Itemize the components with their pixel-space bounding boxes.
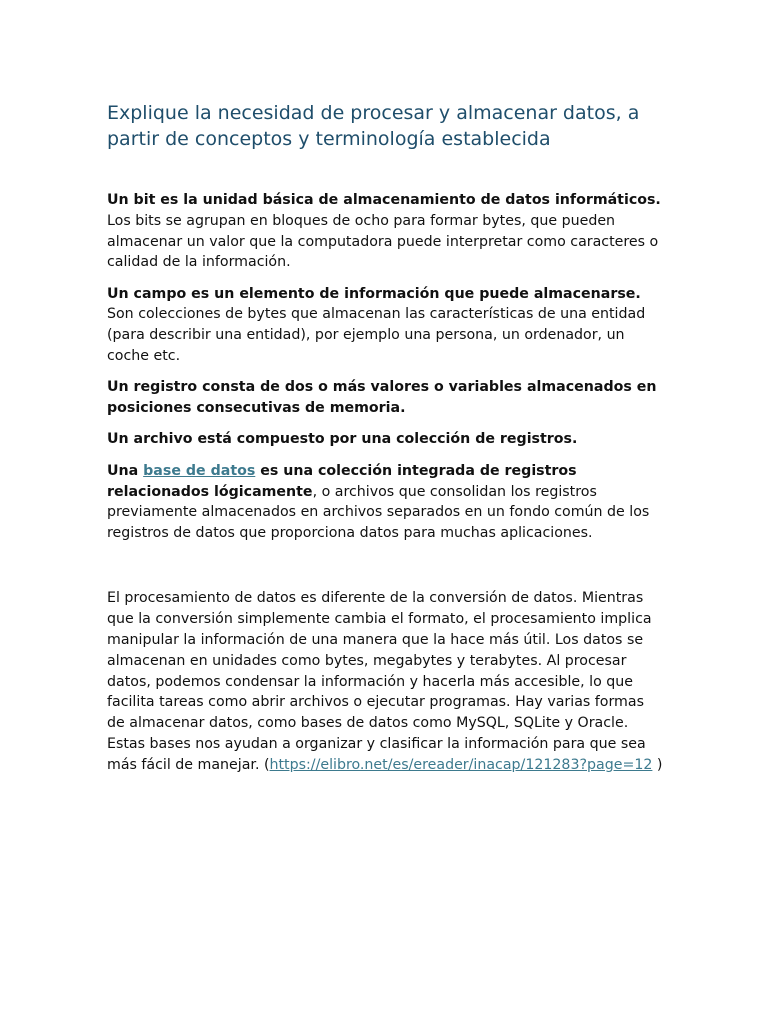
- paragraph-base-de-datos: [107, 461, 663, 544]
- paragraph-campo-text: Son colecciones de bytes que almacenan las características de una entidad (para describir una entidad), por ejemplo una persona, un ordenador, un coche etc.: [107, 306, 646, 365]
- elibro-source-link[interactable]: https://elibro.net/es/ereader/inacap/121283?page=12: [269, 756, 653, 773]
- paragraph-archivo-bold: Un archivo está compuesto por una colección de registros.: [107, 431, 578, 448]
- paragraph-bit: [107, 190, 663, 273]
- paragraph-campo-bold: Un campo es un elemento de información que puede almacenarse.: [107, 285, 641, 302]
- paragraph-registro: [107, 377, 663, 419]
- base-de-datos-link[interactable]: base de datos: [143, 462, 256, 479]
- paragraph-archivo: [107, 429, 663, 450]
- paragraph-bit-text: Los bits se agrupan en bloques de ocho para formar bytes, que pueden almacenar un valor que la computadora puede interpretar como caracteres o calidad de la información.: [107, 212, 659, 271]
- paragraph-campo: [107, 284, 663, 367]
- paragraph-procesamiento-suffix: ): [652, 756, 663, 773]
- paragraph-base-prefix: Una: [107, 462, 144, 479]
- paragraph-procesamiento-text: El procesamiento de datos es diferente de la conversión de datos. Mientras que la conversión simplemente cambia el formato, el procesamiento implica manipular la información de una manera que la hace más útil. Los datos se almacenan en unidades como bytes, megabytes y terabytes. Al procesar datos, podemos condensar la información y hacerla más accesible, lo que facilita tareas como abrir archivos o ejecutar programas. Hay varias formas de almacenar datos, como bases de datos como MySQL, SQLite y Oracle. Estas bases nos ayudan a organizar y clasificar la información para que sea más fácil de manejar. (: [107, 590, 652, 773]
- paragraph-gap: [107, 554, 663, 588]
- paragraph-base-suffix: es una colección integrada de registros relacionados lógicamente: [107, 462, 577, 500]
- paragraph-procesamiento: [107, 588, 663, 775]
- page-title: Explique la necesidad de procesar y almacenar datos, a partir de conceptos y terminología establecida: [107, 102, 640, 150]
- document-page: [107, 100, 663, 786]
- paragraph-base-text: , o archivos que consolidan los registros previamente almacenados en archivos separados en un fondo común de los registros de datos que proporciona datos para muchas aplicaciones.: [107, 483, 650, 542]
- paragraph-bit-bold: Un bit es la unidad básica de almacenamiento de datos informáticos.: [107, 192, 661, 208]
- paragraph-registro-bold: Un registro consta de dos o más valores o variables almacenados en posiciones consecutivas de memoria.: [107, 379, 657, 417]
